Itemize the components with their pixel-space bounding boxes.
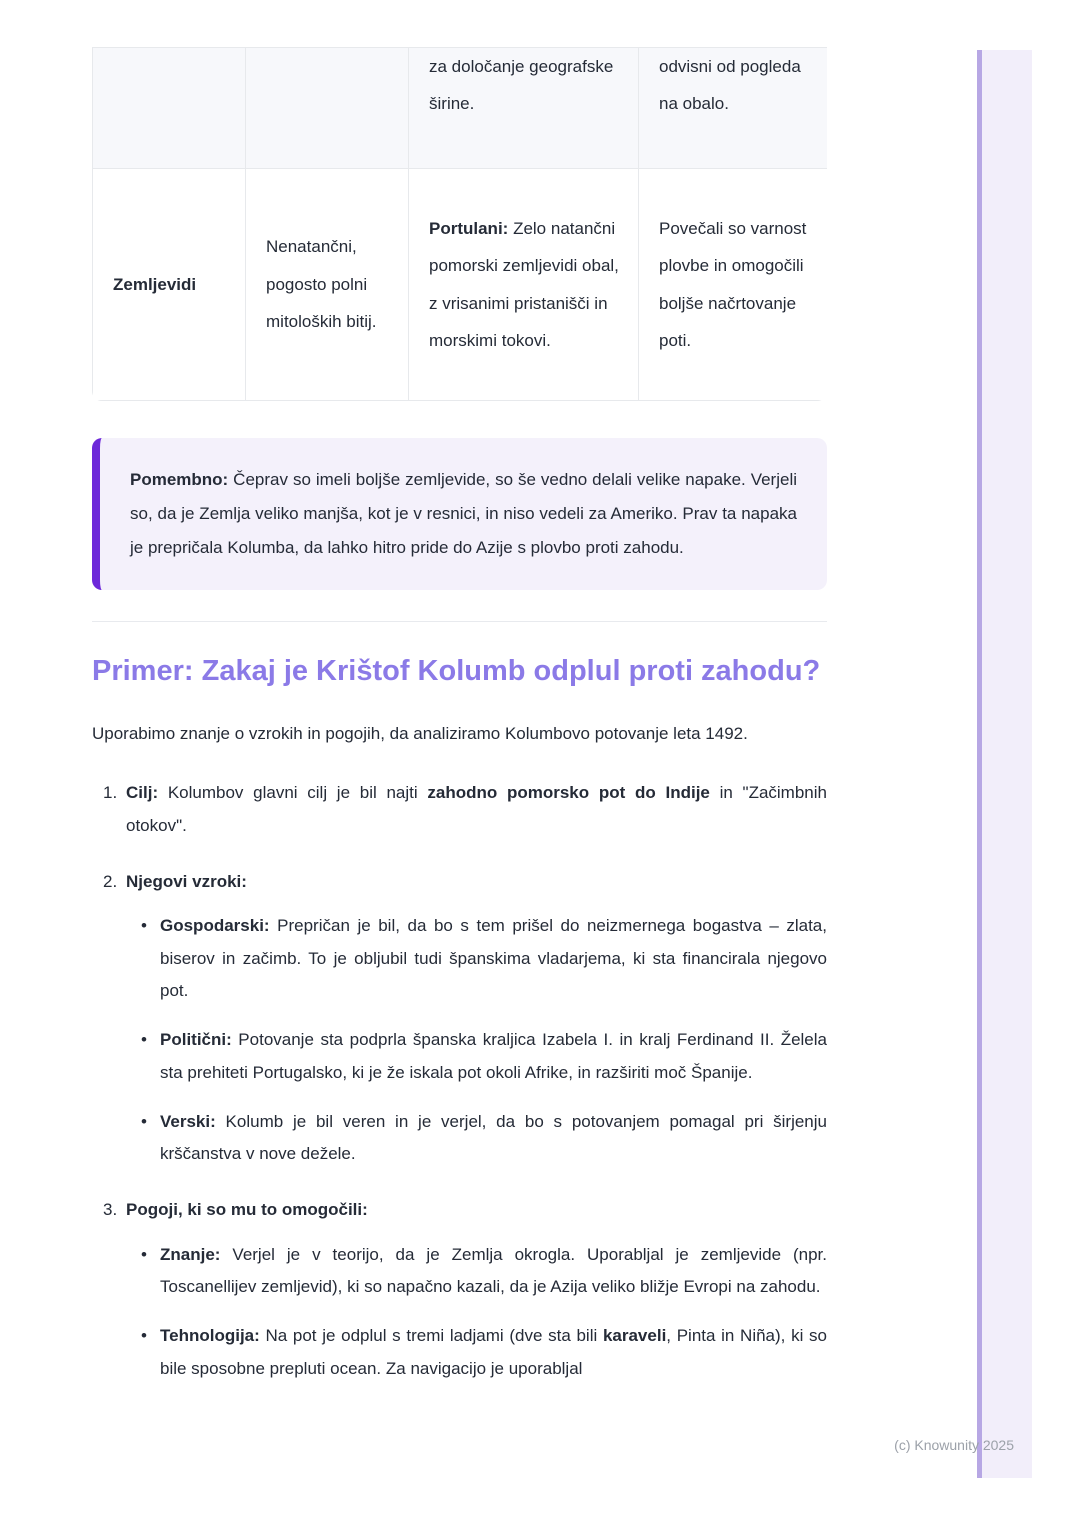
item-lead: Pogoji, ki so mu to omogočili: bbox=[126, 1200, 368, 1220]
bullet-marker: • bbox=[141, 1326, 147, 1346]
cell-lead: Portulani: bbox=[429, 218, 509, 238]
bullet-text bbox=[160, 1239, 827, 1304]
table-row bbox=[93, 169, 828, 401]
bullet-list bbox=[126, 910, 827, 1170]
item-lead: Cilj: bbox=[126, 783, 159, 803]
list-number: 2. bbox=[103, 872, 118, 892]
bullet-item bbox=[141, 1024, 827, 1089]
scrollbar-thumb[interactable] bbox=[977, 50, 982, 1478]
list-item bbox=[103, 777, 827, 842]
bullet-lead: Gospodarski: bbox=[160, 916, 270, 936]
bullet-item bbox=[141, 1320, 827, 1385]
table-row bbox=[93, 48, 828, 169]
bullet-list bbox=[126, 1239, 827, 1385]
bullet-item bbox=[141, 910, 827, 1007]
bullet-text bbox=[160, 1106, 827, 1171]
bullet-text bbox=[160, 910, 827, 1007]
bullet-marker: • bbox=[141, 916, 147, 936]
bullet-marker: • bbox=[141, 1030, 147, 1050]
item-text: in "Začimbnih otokov". bbox=[126, 783, 827, 835]
bullet-emphasis: karaveli bbox=[602, 1326, 667, 1346]
bullet-item bbox=[141, 1106, 827, 1171]
cell-text: Zelo natančni pomorski zemljevidi obal, z vrisanimi pristanišči in morskimi tokovi. bbox=[429, 218, 619, 350]
bullet-body: Potovanje sta podprla španska kraljica Izabela I. in kralj Ferdinand II. Želela sta prehiteti Portugalsko, ki je že iskala pot okoli Afrike, in razširiti moč Španije. bbox=[160, 1030, 827, 1082]
list-item bbox=[103, 1194, 827, 1384]
bullet-lead: Politični: bbox=[160, 1030, 232, 1050]
copyright-text: (c) Knowunity 2025 bbox=[894, 1437, 1014, 1453]
bullet-marker: • bbox=[141, 1111, 147, 1131]
item-text: Kolumbov glavni cilj je bil najti bbox=[158, 783, 428, 803]
table-cell: odvisni od pogleda na obalo. bbox=[639, 48, 828, 169]
bullet-item bbox=[141, 1239, 827, 1304]
list-item bbox=[103, 866, 827, 1170]
table-cell: Povečali so varnost plovbe in omogočili boljše načrtovanje poti. bbox=[639, 169, 828, 401]
list-item-text bbox=[126, 866, 827, 1170]
table-cell bbox=[246, 48, 409, 169]
bullet-text bbox=[160, 1024, 827, 1089]
scrollbar-track[interactable] bbox=[977, 50, 1032, 1478]
numbered-list bbox=[92, 777, 827, 1384]
bullet-lead: Tehnologija: bbox=[160, 1326, 260, 1346]
callout-lead: Pomembno: bbox=[130, 470, 229, 489]
important-callout bbox=[92, 438, 827, 590]
bullet-body: , Pinta in Niña), ki so bile sposobne prepluti ocean. Za navigacijo je uporabljal bbox=[160, 1326, 827, 1378]
table-cell bbox=[93, 48, 246, 169]
document-content bbox=[92, 0, 827, 1385]
callout-text: Čeprav so imeli boljše zemljevide, so še vedno delali velike napake. Verjeli so, da je Zemlja veliko manjša, kot je v resnici, in niso vedeli za Ameriko. Prav ta napaka je prepričala Kolumba, da lahko hitro pride do Azije s plovbo proti zahodu. bbox=[130, 470, 797, 557]
section-heading: Primer: Zakaj je Krištof Kolumb odplul proti zahodu? bbox=[92, 655, 821, 687]
table-cell: za določanje geografske širine. bbox=[409, 48, 639, 169]
list-item-text bbox=[126, 1194, 827, 1384]
item-emphasis: zahodno pomorsko pot do Indije bbox=[427, 783, 710, 803]
bullet-marker: • bbox=[141, 1244, 147, 1264]
comparison-table bbox=[92, 47, 827, 401]
section-divider bbox=[92, 621, 827, 622]
bullet-body: Verjel je v teorijo, da je Zemlja okrogla. Uporabljal je zemljevide (npr. Toscanellijev zemljevid), ki so napačno kazali, da je Azija veliko bližje Evropi na zahodu. bbox=[160, 1244, 827, 1297]
bullet-body: Na pot je odplul s tremi ladjami (dve sta bili bbox=[259, 1326, 603, 1346]
bullet-lead: Znanje: bbox=[160, 1244, 221, 1264]
bullet-body: Prepričan je bil, da bo s tem prišel do neizmernega bogastva – zlata, biserov in začimb. To je obljubil tudi španskima vladarjema, ki sta financirala njegovo pot. bbox=[160, 916, 827, 1000]
bullet-body: Kolumb je bil veren in je verjel, da bo s potovanjem pomagal pri širjenju krščanstva v nove dežele. bbox=[160, 1111, 827, 1164]
list-number: 1. bbox=[103, 783, 118, 803]
bullet-text bbox=[160, 1320, 827, 1385]
list-item-text bbox=[126, 777, 827, 842]
table-cell-zemljevidi: Zemljevidi bbox=[93, 169, 246, 401]
list-number: 3. bbox=[103, 1200, 118, 1220]
table-cell: Nenatančni, pogosto polni mitoloških bitij. bbox=[246, 169, 409, 401]
bullet-lead: Verski: bbox=[160, 1111, 216, 1131]
item-lead: Njegovi vzroki: bbox=[126, 872, 247, 892]
table-cell bbox=[409, 169, 639, 401]
intro-paragraph: Uporabimo znanje o vzrokih in pogojih, da analiziramo Kolumbovo potovanje leta 1492. bbox=[92, 723, 748, 743]
